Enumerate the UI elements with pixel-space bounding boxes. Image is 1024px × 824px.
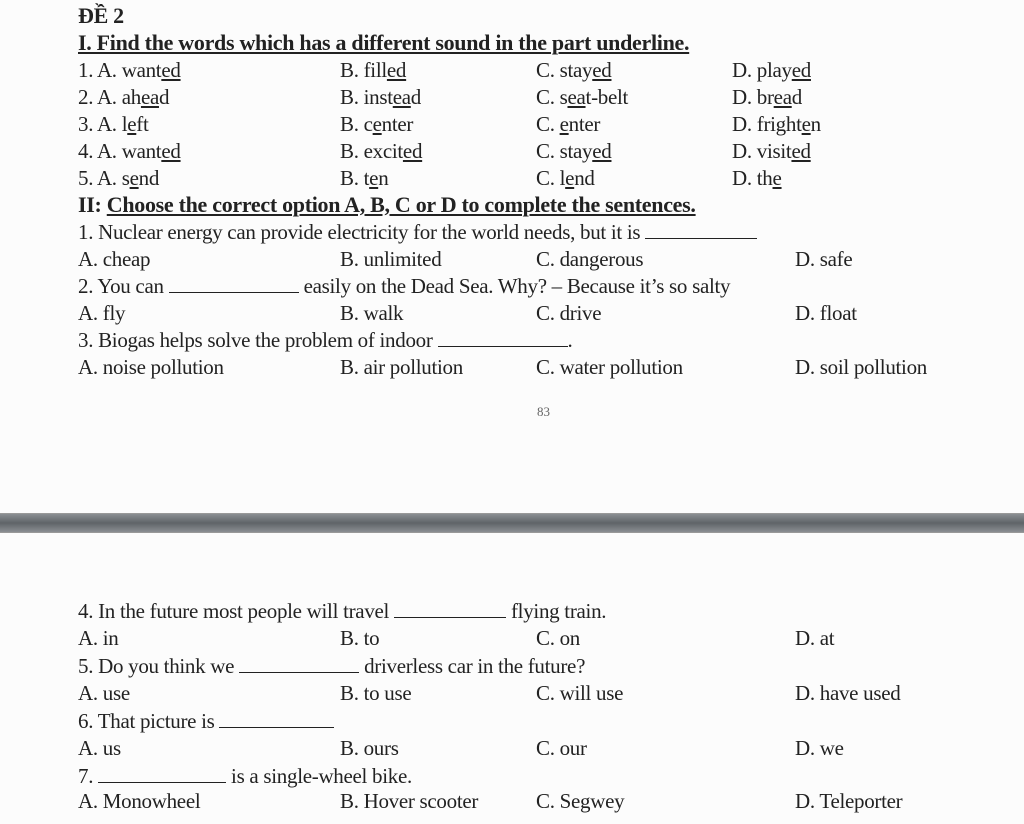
option-text: n	[378, 166, 389, 190]
option-1-a	[78, 58, 181, 82]
p2-question-2	[78, 709, 334, 733]
underlined-part: ed	[592, 58, 612, 82]
answer-blank	[98, 766, 226, 783]
option-5-d	[732, 166, 782, 190]
option-text: B. c	[340, 112, 373, 136]
option-text: B. inst	[340, 85, 393, 109]
section2-heading-prefix: II:	[78, 192, 107, 217]
answer-blank	[438, 330, 568, 347]
option-text: C.	[536, 112, 560, 136]
option-3-a	[78, 112, 149, 136]
p1-question-0	[78, 220, 757, 244]
option-text: d	[791, 85, 802, 109]
underlined-part: e	[129, 166, 139, 190]
p1-option-2-d: D. soil pollution	[795, 355, 927, 379]
p2-option-1-b: B. to use	[340, 681, 412, 705]
option-1-b	[340, 58, 406, 82]
section1-heading	[78, 31, 689, 55]
option-4-c	[536, 139, 611, 163]
question-text: 4. In the future most people will travel	[78, 599, 395, 623]
question-text: easily on the Dead Sea. Why? – Because it’s so salty	[298, 274, 731, 298]
p2-option-3-c: C. Segwey	[536, 789, 625, 813]
option-4-b	[340, 139, 422, 163]
p1-option-2-a: A. noise pollution	[78, 355, 224, 379]
underlined-part: ea	[392, 85, 411, 109]
option-5-b	[340, 166, 388, 190]
option-text: B. excit	[340, 139, 403, 163]
question-text: 2. You can	[78, 274, 169, 298]
p2-option-0-b: B. to	[340, 626, 380, 650]
answer-blank	[645, 222, 757, 239]
section2-heading-text: Choose the correct option A, B, C or D to complete the sentences.	[106, 192, 696, 217]
p1-option-0-d: D. safe	[795, 247, 853, 271]
option-5-a	[78, 166, 159, 190]
option-text: nd	[138, 166, 160, 190]
question-text: 1. Nuclear energy can provide electricity for the world needs, but it is	[78, 220, 646, 244]
underlined-part: ea	[140, 85, 159, 109]
underlined-part: e	[772, 166, 782, 190]
option-text: B. fill	[340, 58, 387, 82]
option-text: D. visit	[732, 139, 792, 163]
underlined-part: ed	[592, 139, 612, 163]
p2-option-3-b: B. Hover scooter	[340, 789, 479, 813]
option-text: d	[158, 85, 170, 109]
option-text: C. stay	[536, 58, 593, 82]
option-1-d	[732, 58, 811, 82]
p2-option-3-a: A. Monowheel	[78, 789, 201, 813]
answer-blank	[239, 656, 359, 673]
underlined-part: ed	[161, 58, 181, 82]
option-text: nd	[574, 166, 595, 190]
option-text: t-belt	[585, 85, 629, 109]
underlined-part: ed	[402, 139, 423, 163]
p1-option-1-b: B. walk	[340, 301, 404, 325]
option-2-d	[732, 85, 802, 109]
option-text: ft	[136, 112, 149, 136]
underlined-part: ed	[386, 58, 407, 82]
p2-option-1-d: D. have used	[795, 681, 901, 705]
underlined-part: e	[565, 166, 575, 190]
question-text: 6. That picture is	[78, 709, 220, 733]
p1-option-1-d: D. float	[795, 301, 857, 325]
option-2-a	[78, 85, 169, 109]
p1-option-0-b: B. unlimited	[340, 247, 442, 271]
underlined-part: e	[127, 112, 137, 136]
question-text: flying train.	[506, 599, 607, 623]
p2-question-1	[78, 654, 585, 678]
section1-heading-text: I. Find the words which has a different sound in the part underline.	[78, 30, 690, 55]
underlined-part: e	[372, 112, 382, 136]
option-text: D. th	[732, 166, 773, 190]
p1-option-1-c: C. drive	[536, 301, 602, 325]
option-text: B. t	[340, 166, 370, 190]
answer-blank	[219, 711, 334, 728]
underlined-part: e	[801, 112, 811, 136]
underlined-part: e	[369, 166, 379, 190]
p2-option-2-d: D. we	[795, 736, 844, 760]
option-text: C. stay	[536, 139, 593, 163]
p1-option-2-b: B. air pollution	[340, 355, 463, 379]
underlined-part: ed	[791, 139, 811, 163]
p1-question-2	[78, 328, 572, 352]
p2-question-3	[78, 764, 412, 788]
page-gap	[0, 514, 1024, 532]
option-text: 4. A. want	[78, 139, 162, 163]
option-1-c	[536, 58, 611, 82]
option-text: nter	[568, 112, 601, 136]
option-3-d	[732, 112, 821, 136]
option-3-b	[340, 112, 413, 136]
question-text: is a single-wheel bike.	[226, 764, 412, 788]
option-text: D. fright	[732, 112, 802, 136]
p1-option-1-a: A. fly	[78, 301, 126, 325]
underlined-part: ed	[161, 139, 181, 163]
p1-question-1	[78, 274, 730, 298]
option-text: C. l	[536, 166, 566, 190]
doc-title: ĐỀ 2	[78, 3, 124, 28]
underlined-part: ed	[791, 58, 811, 82]
answer-blank	[394, 601, 506, 618]
option-text: 5. A. s	[78, 166, 130, 190]
underlined-part: ea	[773, 85, 792, 109]
p2-question-0	[78, 599, 606, 623]
p2-option-0-a: A. in	[78, 626, 119, 650]
option-text: 1. A. want	[78, 58, 162, 82]
p2-option-0-d: D. at	[795, 626, 835, 650]
question-text: 3. Biogas helps solve the problem of indoor	[78, 328, 438, 352]
option-4-d	[732, 139, 811, 163]
p2-option-3-d: D. Teleporter	[795, 789, 903, 813]
document-page-2	[0, 532, 1024, 824]
p2-option-2-c: C. our	[536, 736, 587, 760]
underlined-part: ea	[567, 85, 586, 109]
p2-option-1-a: A. use	[78, 681, 130, 705]
p1-option-2-c: C. water pollution	[536, 355, 683, 379]
option-text: n	[810, 112, 821, 136]
question-text: driverless car in the future?	[359, 654, 586, 678]
p2-option-0-c: C. on	[536, 626, 581, 650]
option-text: D. br	[732, 85, 774, 109]
p2-option-1-c: C. will use	[536, 681, 624, 705]
section2-heading	[78, 193, 696, 217]
p1-option-0-c: C. dangerous	[536, 247, 644, 271]
option-2-c	[536, 85, 628, 109]
option-text: 2. A. ah	[78, 85, 141, 109]
p2-option-2-b: B. ours	[340, 736, 399, 760]
p2-option-2-a: A. us	[78, 736, 121, 760]
option-text: C. s	[536, 85, 568, 109]
page-number: 83	[537, 404, 550, 419]
option-text: 3. A. l	[78, 112, 128, 136]
p1-option-0-a: A. cheap	[78, 247, 151, 271]
option-text: nter	[381, 112, 414, 136]
question-text: 5. Do you think we	[78, 654, 240, 678]
option-text: D. play	[732, 58, 792, 82]
option-text: d	[410, 85, 421, 109]
option-5-c	[536, 166, 595, 190]
answer-blank	[169, 276, 299, 293]
question-text: .	[567, 328, 573, 352]
underlined-part: e	[559, 112, 569, 136]
option-3-c	[536, 112, 600, 136]
question-text: 7.	[78, 764, 99, 788]
option-2-b	[340, 85, 421, 109]
option-4-a	[78, 139, 181, 163]
